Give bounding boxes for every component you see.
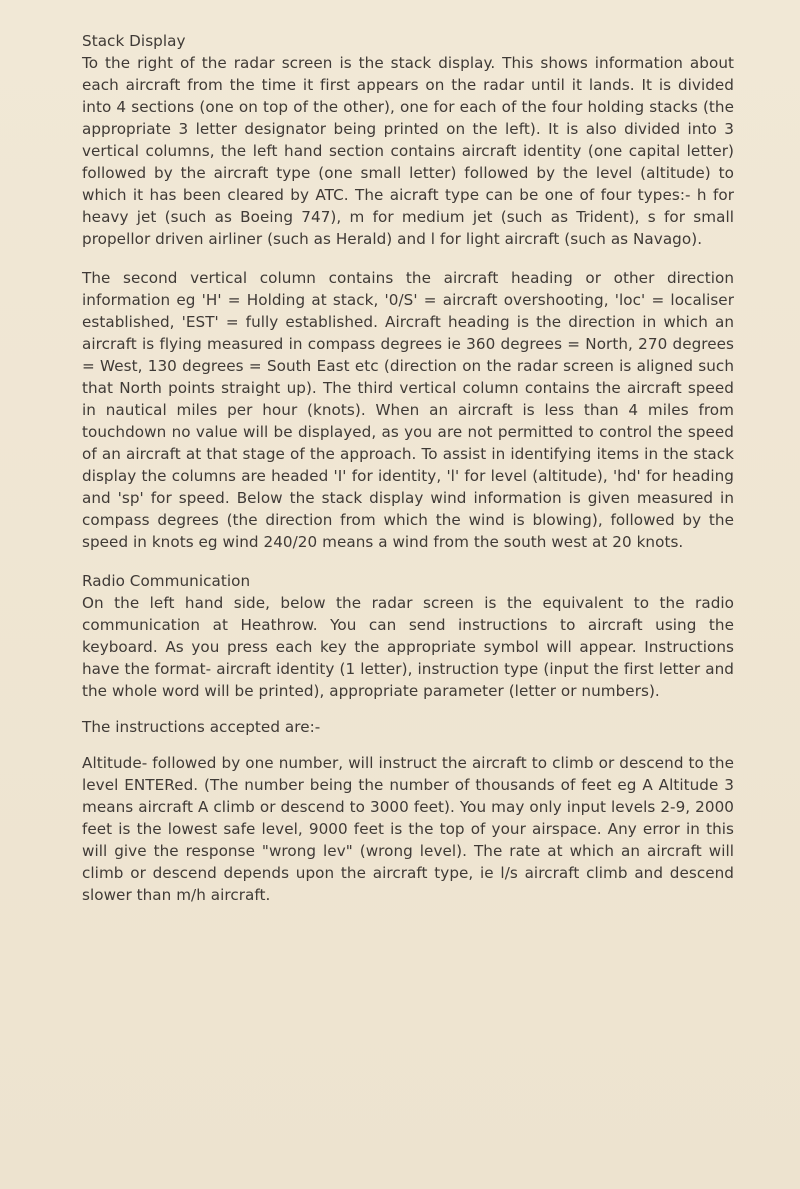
radio-communication-paragraph-2: The instructions accepted are:- <box>82 718 321 736</box>
section-heading-radio-communication: Radio Communication <box>82 572 251 590</box>
document-content <box>82 30 734 906</box>
stack-display-paragraph-2: The second vertical column contains the aircraft heading or other direction information eg 'H' = Holding at stack, '0/S' = aircraft overshooting, 'loc' = localiser established, 'EST' = fully established. Aircraft heading is the direction in which an aircraft is flying measured in compass degrees ie 360 degrees = North, 270 degrees = West, 130 degrees = South East etc (direction on the radar screen is aligned such that North points straight up). The third vertical column contains the aircraft speed in nautical miles per hour (knots). When an aircraft is less than 4 miles from touchdown no value will be displayed, as you are not permitted to control the speed of an aircraft at that stage of the approach. To assist in identifying items in the stack display the columns are headed 'I' for identity, 'l' for level (altitude), 'hd' for heading and 'sp' for speed. Below the stack display wind information is given measured in compass degrees (the direction from which the wind is blowing), followed by the speed in knots eg wind 240/20 means a wind from the south west at 20 knots. <box>82 269 734 551</box>
paragraph-spacer <box>82 702 734 716</box>
radio-communication-paragraph-3: Altitude- followed by one number, will instruct the aircraft to climb or descend to the level ENTERed. (The number being the number of thousands of feet eg A Altitude 3 means aircraft A climb or descend to 3000 feet). You may only input levels 2-9, 2000 feet is the lowest safe level, 9000 feet is the top of your airspace. Any error in this will give the response "wrong lev" (wrong level). The rate at which an aircraft will climb or descend depends upon the aircraft type, ie l/s aircraft climb and descend slower than m/h aircraft. <box>82 754 734 904</box>
section-spacer <box>82 553 734 570</box>
stack-display-paragraph-1: To the right of the radar screen is the stack display. This shows information about each aircraft from the time it first appears on the radar until it lands. It is divided into 4 sections (one on top of the other), one for each of the four holding stacks (the appropriate 3 letter designator being printed on the left). It is also divided into 3 vertical columns, the left hand section contains aircraft identity (one capital letter) followed by the aircraft type (one small letter) followed by the level (altitude) to which it has been cleared by ATC. The aicraft type can be one of four types:- h for heavy jet (such as Boeing 747), m for medium jet (such as Trident), s for small propellor driven airliner (such as Herald) and l for light aircraft (such as Navago). <box>82 54 734 248</box>
paragraph-spacer <box>82 250 734 267</box>
section-heading-stack-display: Stack Display <box>82 32 186 50</box>
radio-communication-paragraph-1: On the left hand side, below the radar screen is the equivalent to the radio communication at Heathrow. You can send instructions to aircraft using the keyboard. As you press each key the appropriate symbol will appear. Instructions have the format- aircraft identity (1 letter), instruction type (input the first letter and the whole word will be printed), appropriate parameter (letter or numbers). <box>82 594 734 700</box>
paragraph-spacer <box>82 738 734 752</box>
